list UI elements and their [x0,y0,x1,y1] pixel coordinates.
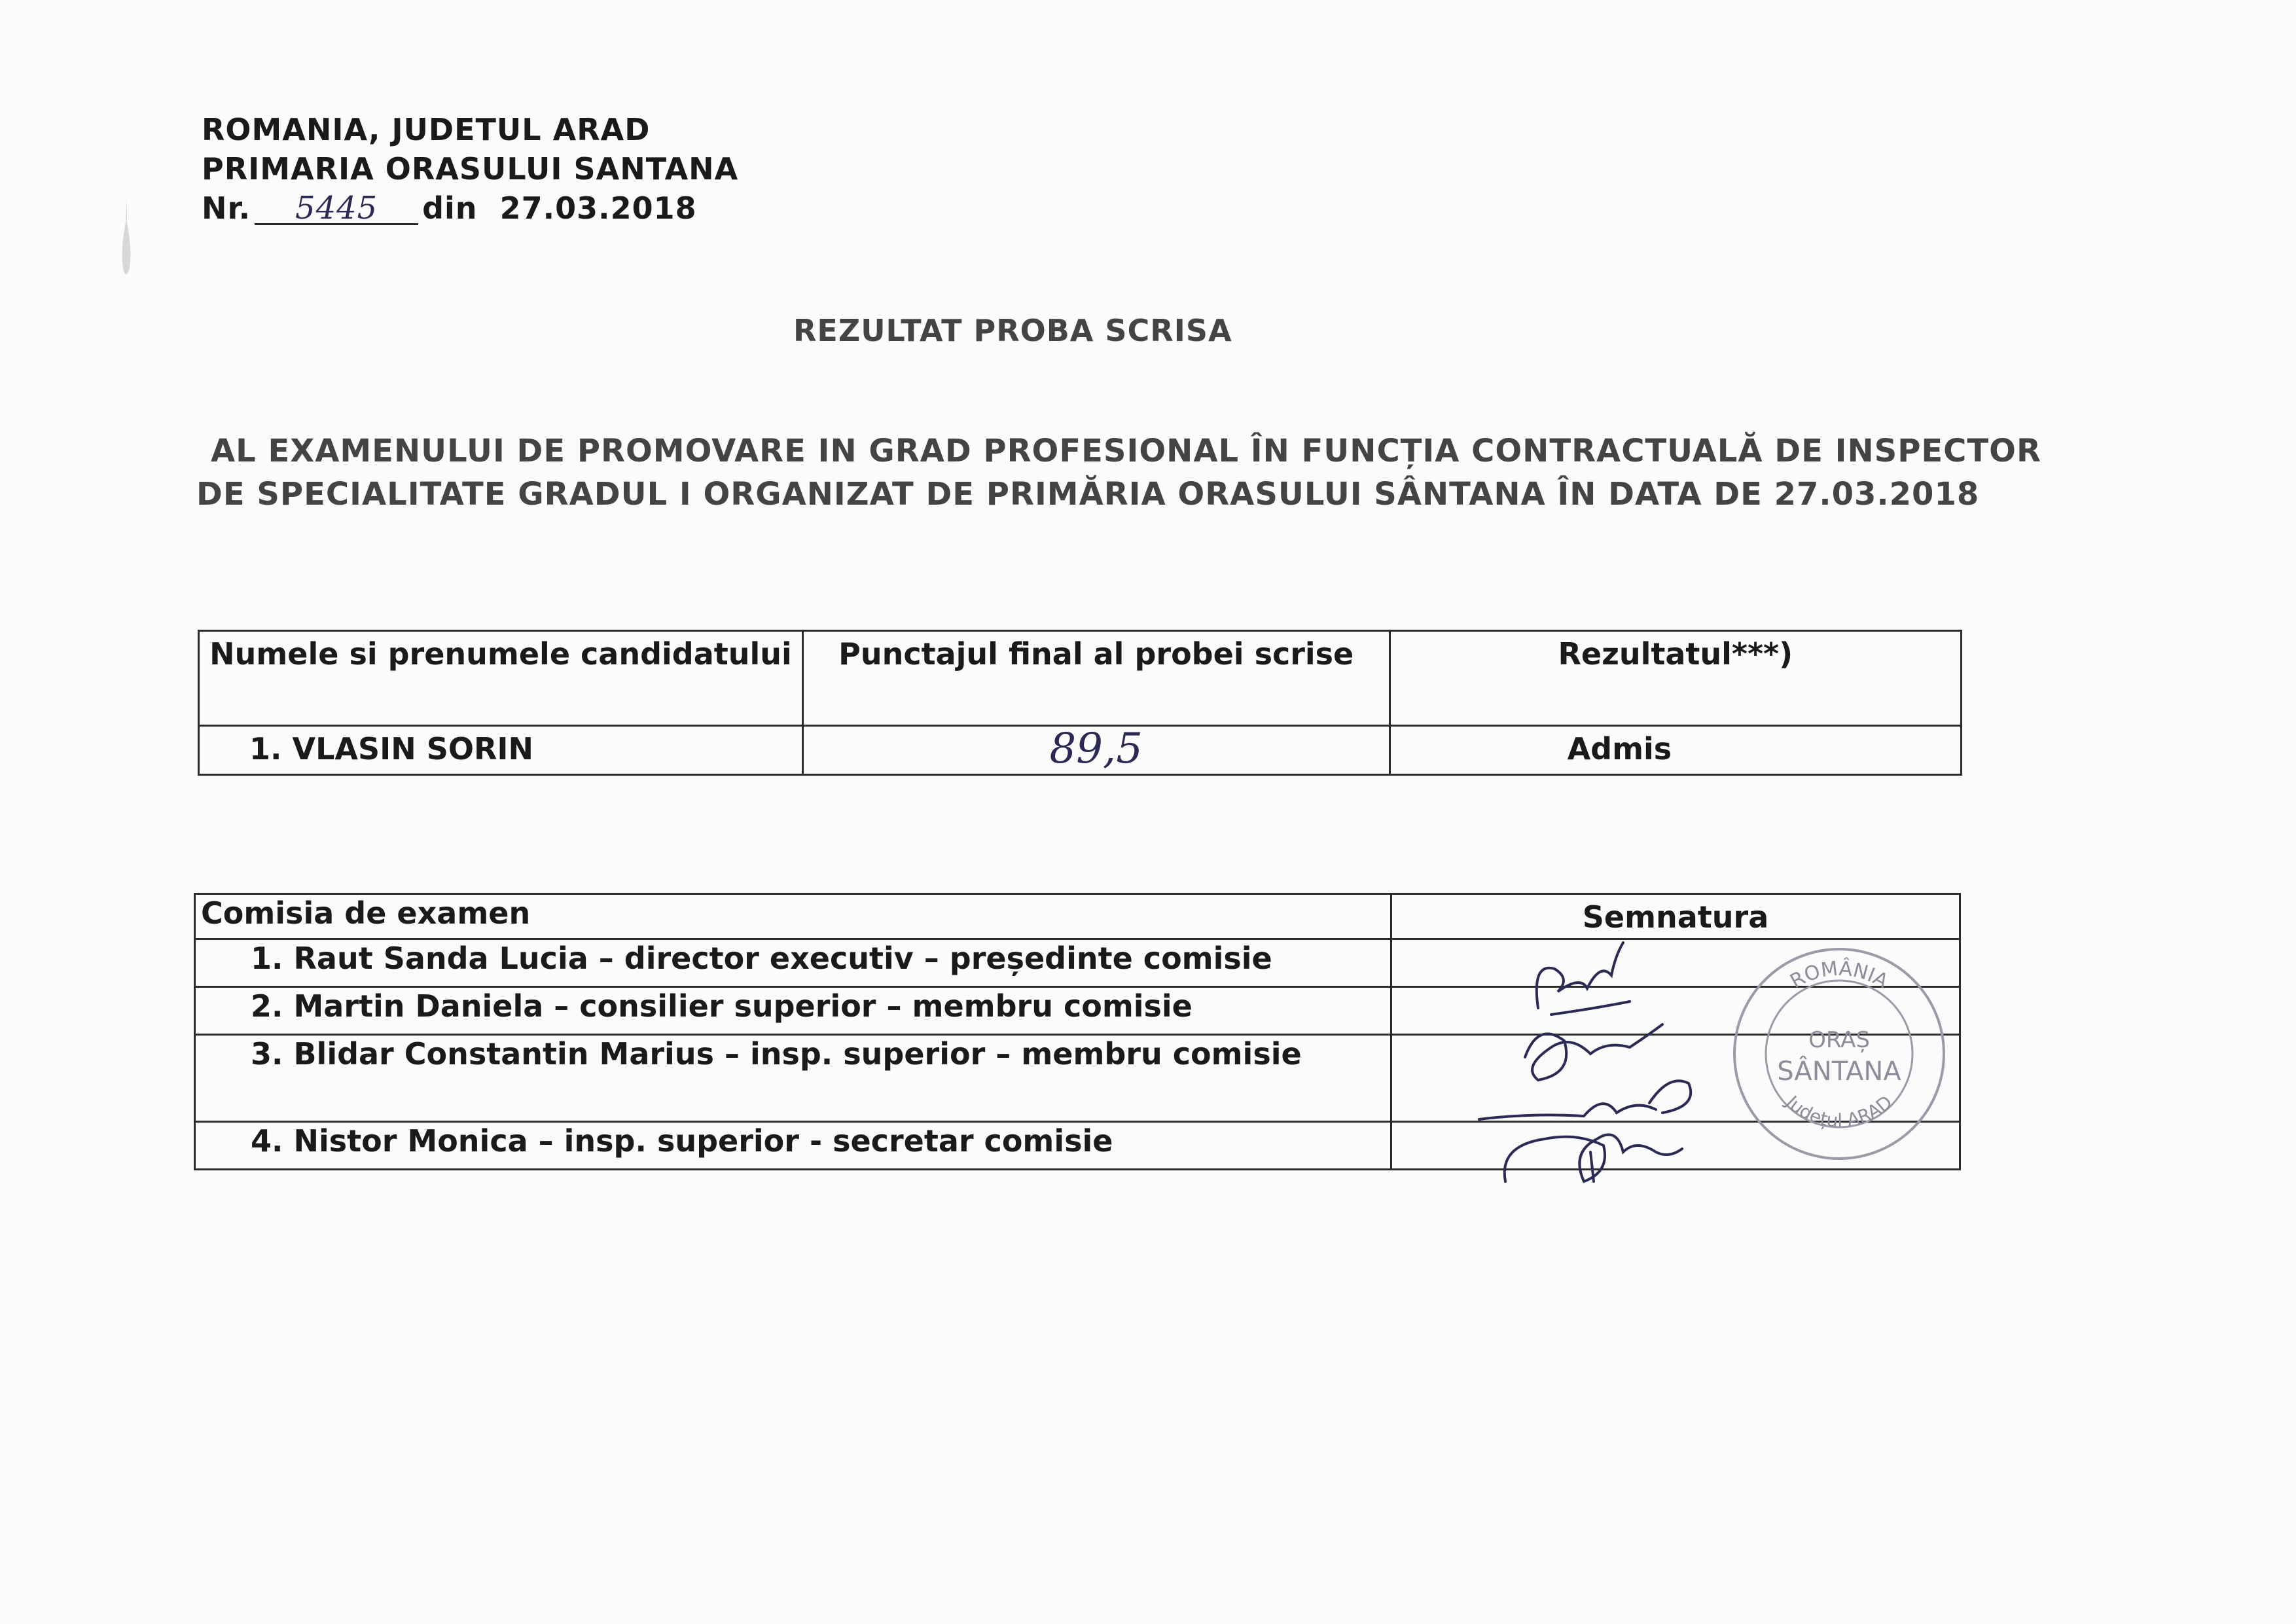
table-row [195,1035,1960,1122]
stamp-bottom-text: Județul ARAD [1782,1091,1897,1132]
official-stamp-icon [1728,943,1950,1165]
table-row [195,1122,1960,1170]
commission-member-2: 2. Martin Daniela – consilier superior – membru comisie [195,987,1391,1035]
registration-number: 5445 [255,193,418,225]
commission-table [194,893,1961,1170]
scan-artifact-icon [117,196,136,281]
header-institution: PRIMARIA ORASULUI SANTANA [202,151,739,187]
stamp-middle-text-1: ORAȘ [1808,1027,1870,1053]
results-header-row [199,631,1962,726]
table-row [199,726,1962,775]
commission-member-4: 4. Nistor Monica – insp. superior - secretar comisie [195,1122,1391,1170]
nr-label: Nr. [202,190,251,226]
table-row [195,939,1960,987]
subtitle-line-1: AL EXAMENULUI DE PROMOVARE IN GRAD PROFESIONAL ÎN FUNCȚIA CONTRACTUALĂ DE INSPECTOR [211,433,2041,469]
date-label: din [422,190,478,226]
header-result: Rezultatul***) [1390,631,1961,726]
commission-member-1: 1. Raut Sanda Lucia – director executiv – președinte comisie [195,939,1391,987]
commission-member-3: 3. Blidar Constantin Marius – insp. superior – membru comisie [195,1035,1391,1122]
commission-header-row [195,894,1960,939]
candidate-score: 89,5 [802,726,1390,775]
registration-date: 27.03.2018 [499,190,697,226]
svg-text:ROMÂNIA [1786,957,1892,994]
candidate-name: 1. VLASIN SORIN [199,726,803,775]
header-final-score: Punctajul final al probei scrise [802,631,1390,726]
commission-header: Comisia de examen [195,894,1391,939]
header-candidate-name: Numele si prenumele candidatului [199,631,803,726]
document-header [202,110,738,228]
registration-line [202,189,738,228]
results-table [198,630,1962,776]
signature-header: Semnatura [1391,894,1960,939]
stamp-middle-text-2: SÂNTANA [1777,1056,1901,1087]
table-row [195,987,1960,1035]
subtitle-line-2: DE SPECIALITATE GRADUL I ORGANIZAT DE PRIMĂRIA ORASULUI SÂNTANA ÎN DATA DE 27.03.2018 [196,476,1980,513]
document-subtitle [196,429,2127,516]
stamp-top-text: ROMÂNIA [1786,957,1892,994]
candidate-result: Admis [1390,726,1961,775]
document-title: REZULTAT PROBA SCRISA [793,313,1232,348]
svg-text:Județul ARAD [1781,1091,1897,1132]
header-county: ROMANIA, JUDETUL ARAD [202,112,651,147]
